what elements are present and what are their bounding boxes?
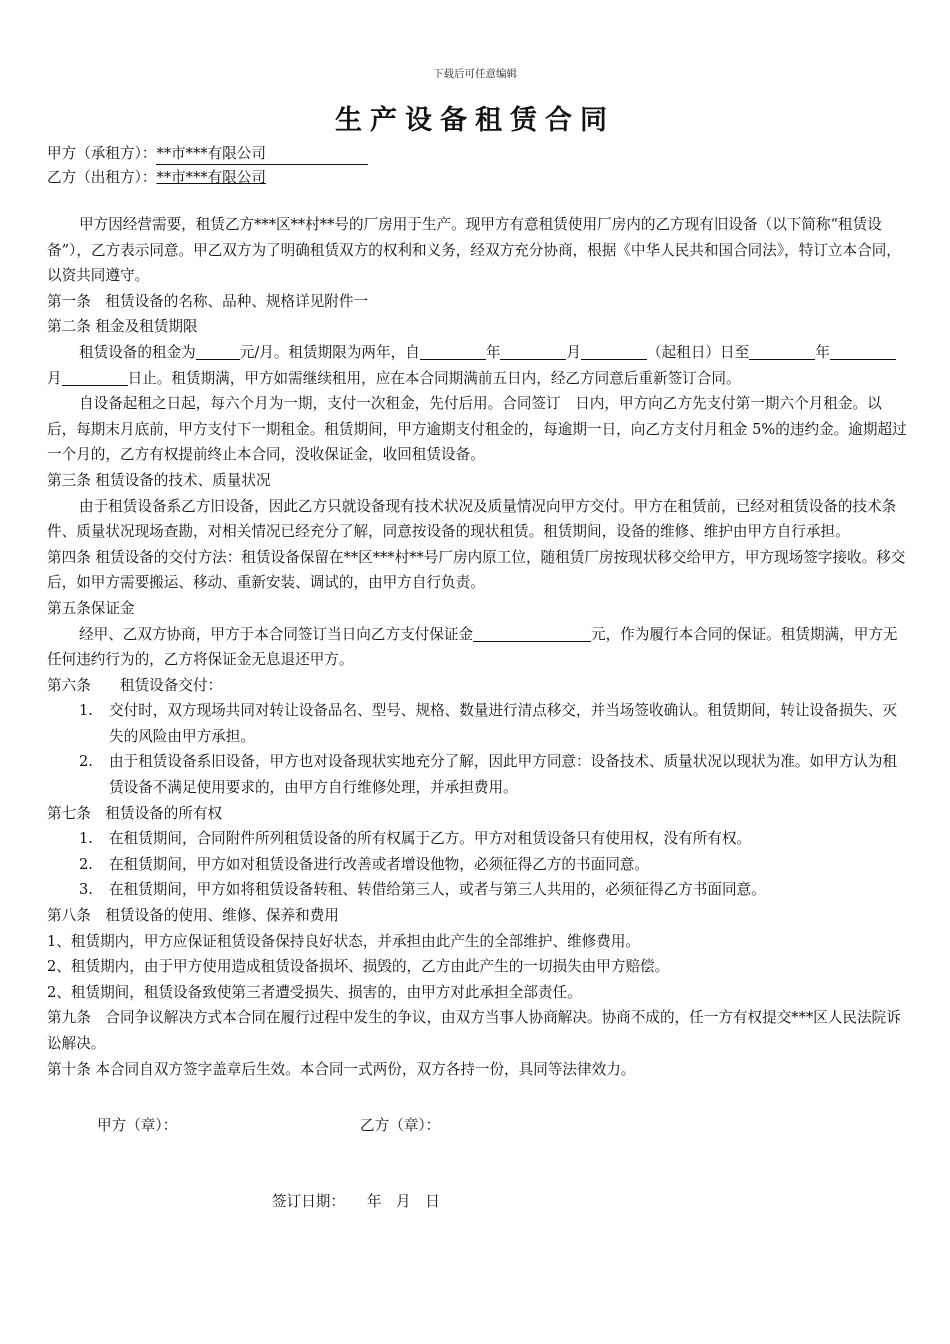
item-text: 在租赁期间，合同附件所列租赁设备的所有权属于乙方。甲方对租赁设备只有使用权，没有所有权。: [109, 830, 752, 848]
item-number: 1.: [79, 830, 93, 848]
deposit-amount-blank: [473, 623, 591, 642]
article-8-item: 2、租赁期内，由于甲方使用造成租赁设备损坏、损毁的，乙方由此产生的一切损失由甲方赔偿。: [47, 958, 670, 976]
start-month-blank: [500, 341, 566, 360]
article-3-title: 第三条 租赁设备的技术、质量状况: [47, 471, 271, 489]
party-a-label: 甲方（承租方）：: [47, 145, 157, 162]
party-a-seal-label: 甲方（章）：: [97, 1117, 178, 1134]
article-4: 第四条 租赁设备的交付方法：租赁设备保留在**区***村**号厂房内原工位，随租赁厂房按现状移交给甲方，甲方现场签字接收。移交后，如甲方需要搬运、移动、重新安装、调试的，由甲方自行负责。: [47, 548, 906, 592]
article-6-item: [47, 749, 907, 800]
year-label: 年: [815, 343, 830, 361]
item-text: 在租赁期间，甲方如将租赁设备转租、转借给第三人，或者与第三人共用的，必须征得乙方书面同意。: [109, 881, 766, 899]
item-number: 3.: [79, 881, 93, 899]
start-year-blank: [420, 341, 486, 360]
party-a-line: [47, 142, 907, 166]
document-title: 生产设备租赁合同: [335, 105, 615, 136]
rent-text-a: 租赁设备的租金为: [79, 343, 196, 361]
article-7-item: [47, 826, 907, 852]
rent-text-d: 日止。租赁期满，甲方如需继续租用，应在本合同期满前五日内，经乙方同意后重新签订合同。: [127, 369, 741, 387]
item-text: 在租赁期间，甲方如对租赁设备进行改善或者增设他物，必须征得乙方的书面同意。: [109, 855, 649, 873]
article-2-rent-paragraph: [47, 340, 907, 391]
party-b-line: [47, 166, 907, 190]
rent-text-c: （起租日）日至: [647, 343, 750, 361]
intro-paragraph: 甲方因经营需要，租赁乙方***区**村**号的厂房用于生产。现甲方有意租赁使用厂房内的乙方现有旧设备（以下简称“租赁设备”），乙方表示同意。甲乙双方为了明确租赁双方的权利和义务，经双方充分协商，根据《中华人民共和国合同法》，特订立本合同，以资共同遵守。: [47, 216, 901, 285]
article-5-paragraph: [47, 622, 907, 673]
party-b-label: 乙方（出租方）：: [47, 169, 157, 186]
end-year-blank: [749, 341, 815, 360]
article-2-payment-paragraph: 自设备起租之日起，每六个月为一期，支付一次租金，先付后用。合同签订 日内，甲方向乙方先支付第一期六个月租金。以后，每期末月底前，甲方支付下一期租金。租赁期间，甲方逾期支付租金的，每逾期一日，向乙方支付月租金 5%的违约金。逾期超过一个月的，乙方有权提前终止本合同，没收保证金，收回租赁设备。: [47, 395, 907, 464]
article-3-paragraph: 由于租赁设备系乙方旧设备，因此乙方只就设备现有技术状况及质量情况向甲方交付。甲方在租赁前，已经对租赁设备的技术条件、质量状况现场查勘，对相关情况已经充分了解，同意按设备的现状租赁。租赁期间，设备的维修、维护由甲方自行承担。: [47, 497, 897, 541]
rent-amount-blank: [196, 341, 240, 360]
article-9: 第九条 合同争议解决方式本合同在履行过程中发生的争议，由双方当事人协商解决。协商不成的，任一方有权提交***区人民法院诉讼解决。: [47, 1009, 901, 1052]
article-7-item: [47, 877, 907, 903]
party-b-seal-label: 乙方（章）：: [360, 1117, 441, 1134]
article-6-title: 第六条 租赁设备交付：: [47, 676, 223, 694]
item-text: 交付时，双方现场共同对转让设备品名、型号、规格、数量进行清点移交，并当场签收确认。租赁期间，转让设备损失、灭失的风险由甲方承担。: [109, 702, 898, 745]
year-label: 年: [485, 343, 501, 361]
month-label: 月: [566, 343, 582, 361]
start-day-blank: [581, 341, 647, 360]
signing-date-line: 签订日期： 年 月 日: [272, 1193, 440, 1210]
article-8-title: 第八条 租赁设备的使用、维修、保养和费用: [47, 907, 339, 925]
month-label: 月: [47, 369, 62, 387]
item-number: 2.: [79, 855, 93, 873]
article-10: 第十条 本合同自双方签字盖章后生效。本合同一式两份，双方各持一份，具同等法律效力。: [47, 1060, 636, 1078]
item-text: 由于租赁设备系旧设备，甲方也对设备现状实地充分了解，因此甲方同意：设备技术、质量状况以现状为准。如甲方认为租赁设备不满足使用要求的，由甲方自行维修处理，并承担费用。: [109, 753, 898, 797]
rent-text-b: 元/月。租赁期限为两年，自: [239, 343, 420, 361]
article-7-title: 第七条 租赁设备的所有权: [47, 804, 223, 822]
article-7-item: [47, 852, 907, 878]
article-8-item: 1、租赁期内，甲方应保证租赁设备保持良好状态，并承担由此产生的全部维护、维修费用。: [47, 932, 641, 950]
article-1: 第一条 租赁设备的名称、品种、规格详见附件一: [47, 292, 369, 310]
article-5-title: 第五条保证金: [47, 599, 135, 617]
end-month-blank: [830, 341, 896, 360]
article-8-item: 2、租赁期间，租赁设备致使第三者遭受损失、损害的，由甲方对此承担全部责任。: [47, 983, 582, 1001]
article-2-title: 第二条 租金及租赁期限: [47, 318, 198, 336]
item-number: 1.: [79, 702, 93, 720]
contract-body: [47, 62, 907, 1082]
article-6-item: [47, 698, 907, 749]
item-number: 2.: [79, 753, 93, 771]
party-a-value: **市***有限公司: [156, 144, 368, 165]
page-header: 下载后可任意编辑: [433, 68, 517, 80]
end-day-blank: [62, 367, 128, 386]
party-b-value: **市***有限公司: [156, 169, 266, 186]
deposit-text-b: 元，作为履行本合同的保证。租赁期满，甲方无任何违约行为的，乙方将保证金无息退还甲方。: [47, 625, 898, 669]
deposit-text-a: 经甲、乙双方协商，甲方于本合同签订当日向乙方支付保证金: [79, 625, 474, 643]
